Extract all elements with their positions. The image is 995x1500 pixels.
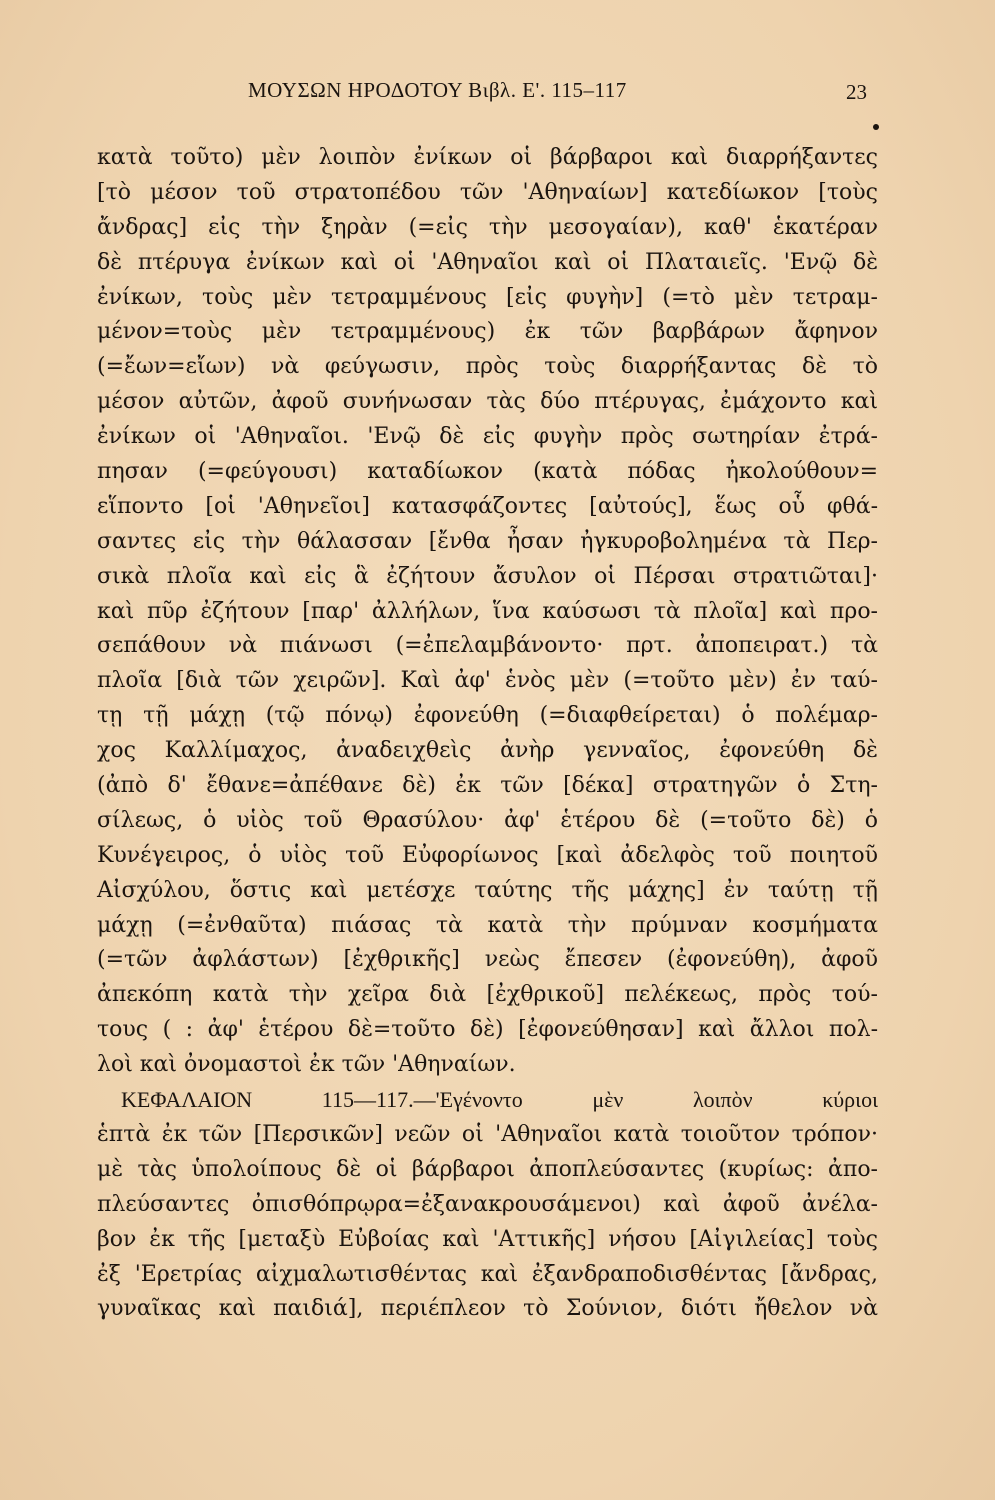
text-line: μέσον αὐτῶν, ἀφοῦ συνήνωσαν τὰς δύο πτέρυγας, ἐμάχοντο καὶ xyxy=(97,389,878,415)
text-line: κατὰ τοῦτο) μὲν λοιπὸν ἐνίκων οἱ βάρβαροι καὶ διαρρήξαντες xyxy=(97,145,878,170)
text-line: σαντες εἰς τὴν θάλασσαν [ἔνθα ἦσαν ἠγκυροβολημένα τὰ Περ- xyxy=(97,528,878,554)
text-line: πησαν (=φεύγουσι) καταδίωκον (κατὰ πόδας ἠκολούθουν= xyxy=(97,459,878,485)
page-number: 23 xyxy=(846,80,867,104)
text-line: (=ἔων=εἴων) νὰ φεύγωσιν, πρὸς τοὺς διαρρήξαντας δὲ τὸ xyxy=(97,354,878,380)
text-line: Αἰσχύλου, ὅστις καὶ μετέσχε ταύτης τῆς μάχης] ἐν ταύτῃ τῇ xyxy=(97,877,878,903)
text-line: ἄνδρας] εἰς τὴν ξηρὰν (=εἰς τὴν μεσογαίαν), καθ' ἑκατέραν xyxy=(97,214,878,240)
text-line: σεπάθουν νὰ πιάνωσι (=ἐπελαμβάνοντο· πρτ. ἀποπειρατ.) τὰ xyxy=(97,633,878,659)
text-line: σικὰ πλοῖα καὶ εἰς ἃ ἐζήτουν ἄσυλον οἱ Πέρσαι στρατιῶται]· xyxy=(97,563,878,589)
text-line: χος Καλλίμαχος, ἀναδειχθεὶς ἀνὴρ γενναῖος, ἐφονεύθη δὲ xyxy=(97,738,878,764)
text-line: Κυνέγειρος, ὁ υἱὸς τοῦ Εὐφορίωνος [καὶ ἀδελφὸς τοῦ ποιητοῦ xyxy=(97,842,878,868)
text-line: δὲ πτέρυγα ἐνίκων καὶ οἱ 'Αθηναῖοι καὶ οἱ Πλαταιεῖς. 'Ενῷ δὲ xyxy=(97,249,878,275)
text-line: ἐξ 'Ερετρίας αἰχμαλωτισθέντας καὶ ἐξανδραποδισθέντας [ἄνδρας, xyxy=(97,1261,878,1287)
text-line: καὶ πῦρ ἐζήτουν [παρ' ἀλλήλων, ἵνα καύσωσι τὰ πλοῖα] καὶ προ- xyxy=(97,598,878,624)
text-line: (ἀπὸ δ' ἔθανε=ἀπέθανε δὲ) ἐκ τῶν [δέκα] στρατηγῶν ὁ Στη- xyxy=(97,773,878,799)
ink-dot-mark xyxy=(873,124,879,130)
text-line: βον ἐκ τῆς [μεταξὺ Εὐβοίας καὶ 'Αττικῆς] νήσου [Αἰγιλείας] τοὺς xyxy=(97,1226,878,1252)
text-line: [τὸ μέσον τοῦ στρατοπέδου τῶν 'Αθηναίων] κατεδίωκον [τοὺς xyxy=(97,179,878,205)
text-line: ἑπτὰ ἐκ τῶν [Περσικῶν] νεῶν οἱ 'Αθηναῖοι κατὰ τοιοῦτον τρόπον· xyxy=(97,1121,878,1147)
text-line: τους ( : ἀφ' ἑτέρου δὲ=τοῦτο δὲ) [ἐφονεύθησαν] καὶ ἄλλοι πολ- xyxy=(97,1017,878,1043)
text-line: λοὶ καὶ ὀνομαστοὶ ἐκ τῶν 'Αθηναίων. xyxy=(97,1052,516,1078)
text-line: μὲ τὰς ὑπολοίπους δὲ οἱ βάρβαροι ἀποπλεύσαντες (κυρίως: ἀπο- xyxy=(97,1156,878,1182)
text-line: ἐνίκων, τοὺς μὲν τετραμμένους [εἰς φυγὴν] (=τὸ μὲν τετραμ- xyxy=(97,284,878,310)
text-line: (=τῶν ἀφλάστων) [ἐχθρικῆς] νεὼς ἔπεσεν (ἐφονεύθη), ἀφοῦ xyxy=(97,947,878,973)
text-line: γυναῖκας καὶ παιδιά], περιέπλεον τὸ Σούνιον, διότι ἤθελον νὰ xyxy=(97,1296,878,1322)
text-line: σίλεως, ὁ υἱὸς τοῦ Θρασύλου· ἀφ' ἑτέρου δὲ (=τοῦτο δὲ) ὁ xyxy=(97,807,878,833)
running-head: ΜΟΥΣΩΝ ΗΡΟΔΟΤΟΥ Βιβλ. Ε'. 115–117 xyxy=(248,78,627,102)
text-line: ἀπεκόπη κατὰ τὴν χεῖρα διὰ [ἐχθρικοῦ] πελέκεως, πρὸς τού- xyxy=(97,982,878,1008)
text-line: τῃ τῇ μάχῃ (τῷ πόνῳ) ἐφονεύθη (=διαφθείρεται) ὁ πολέμαρ- xyxy=(97,703,878,729)
text-line: πλοῖα [διὰ τῶν χειρῶν]. Καὶ ἀφ' ἑνὸς μὲν (=τοῦτο μὲν) ἐν ταύ- xyxy=(97,668,878,694)
text-line: μένον=τοὺς μὲν τετραμμένους) ἐκ τῶν βαρβάρων ἄφηνον xyxy=(97,319,878,345)
text-line: πλεύσαντες ὀπισθόπρῳρα=ἐξανακρουσάμενοι) καὶ ἀφοῦ ἀνέλα- xyxy=(97,1191,878,1217)
commentary-text xyxy=(97,141,878,1327)
chapter-heading-line: ΚΕΦΑΛΑΙΟΝ 115—117.—'Εγένοντο μὲν λοιπὸν κύριοι xyxy=(121,1087,878,1113)
text-line: μάχῃ (=ἐνθαῦτα) πιάσας τὰ κατὰ τὴν πρύμναν κοσμήματα xyxy=(97,912,878,938)
text-line: ἐνίκων οἱ 'Αθηναῖοι. 'Ενῷ δὲ εἰς φυγὴν πρὸς σωτηρίαν ἐτρά- xyxy=(97,424,878,450)
text-line: εἵποντο [οἱ 'Αθηνεῖοι] κατασφάζοντες [αὐτούς], ἕως οὗ φθά- xyxy=(97,493,878,519)
